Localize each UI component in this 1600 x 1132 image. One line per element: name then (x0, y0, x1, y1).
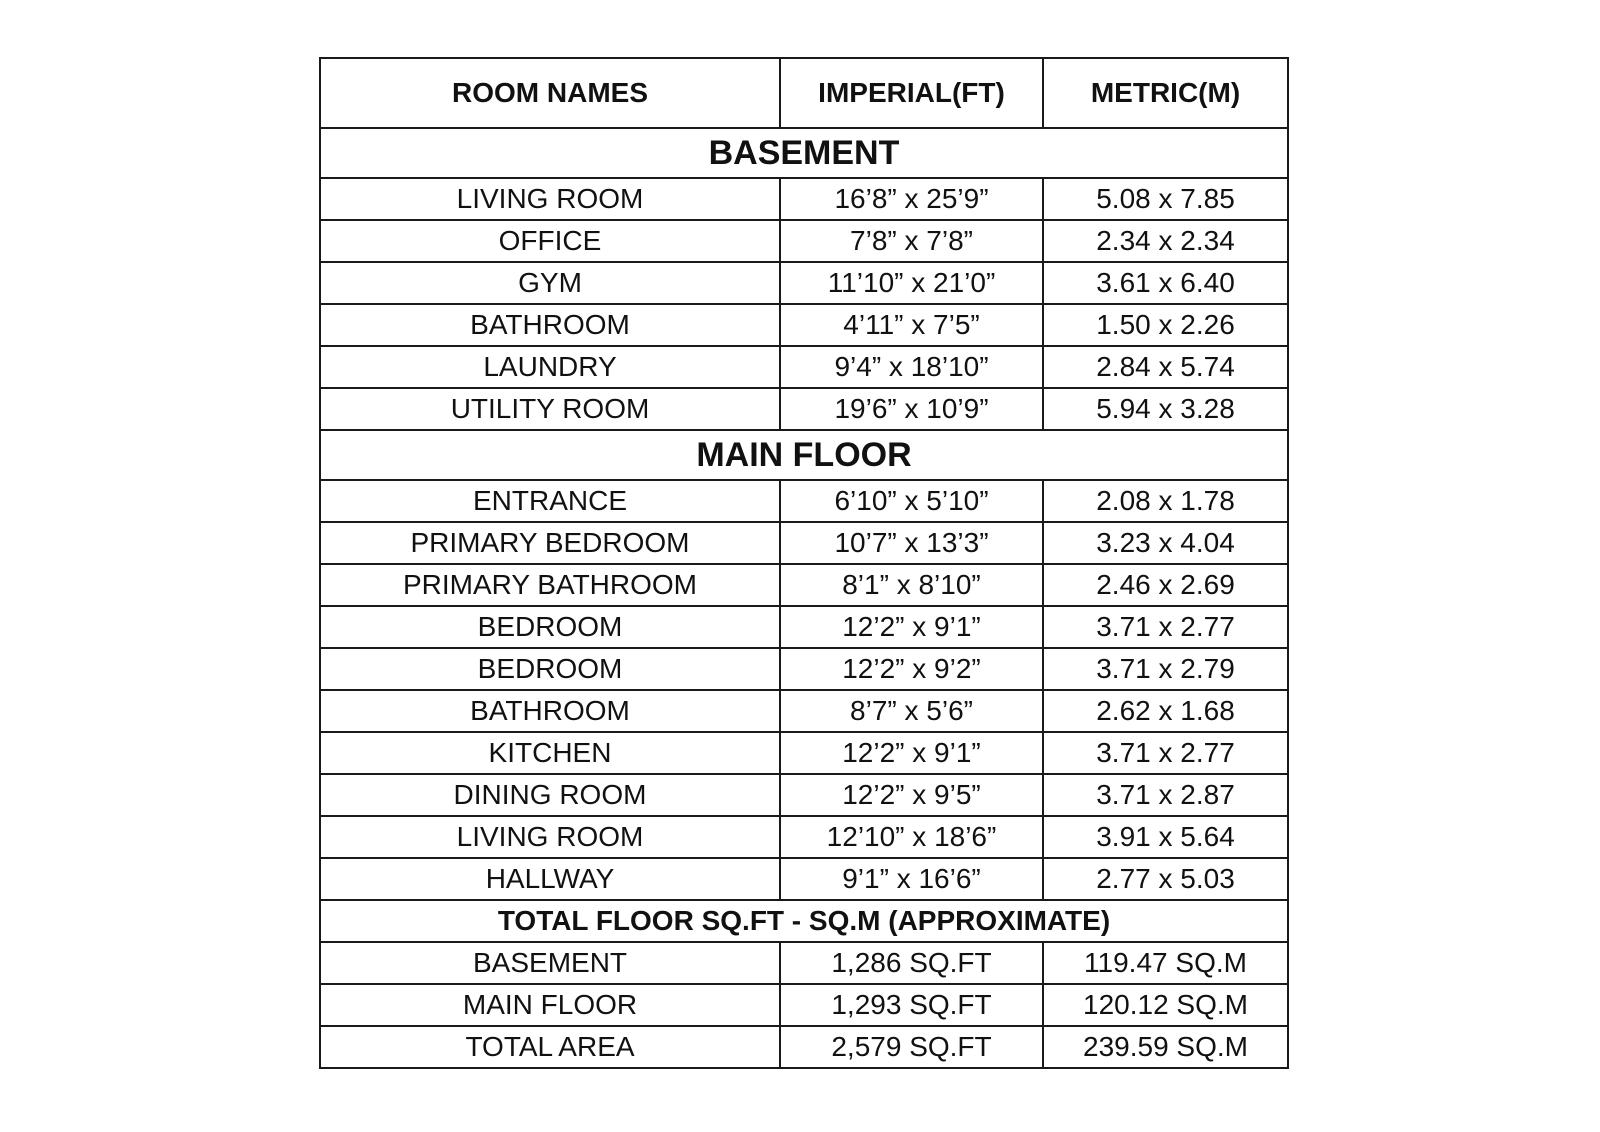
room-name: OFFICE (320, 220, 780, 262)
totals-title: TOTAL FLOOR SQ.FT - SQ.M (APPROXIMATE) (320, 900, 1288, 942)
imperial-dimensions: 12’2” x 9’2” (780, 648, 1043, 690)
table-row (320, 648, 1288, 690)
total-name: MAIN FLOOR (320, 984, 780, 1026)
imperial-dimensions: 10’7” x 13’3” (780, 522, 1043, 564)
total-metric: 239.59 SQ.M (1043, 1026, 1288, 1068)
metric-dimensions: 3.23 x 4.04 (1043, 522, 1288, 564)
imperial-dimensions: 11’10” x 21’0” (780, 262, 1043, 304)
metric-dimensions: 2.34 x 2.34 (1043, 220, 1288, 262)
metric-dimensions: 2.84 x 5.74 (1043, 346, 1288, 388)
imperial-dimensions: 8’1” x 8’10” (780, 564, 1043, 606)
table-row (320, 732, 1288, 774)
imperial-dimensions: 12’2” x 9’1” (780, 606, 1043, 648)
totals-row (320, 942, 1288, 984)
table-row (320, 522, 1288, 564)
metric-dimensions: 2.62 x 1.68 (1043, 690, 1288, 732)
imperial-dimensions: 9’1” x 16’6” (780, 858, 1043, 900)
room-name: PRIMARY BATHROOM (320, 564, 780, 606)
metric-dimensions: 3.61 x 6.40 (1043, 262, 1288, 304)
metric-dimensions: 3.71 x 2.77 (1043, 732, 1288, 774)
table-row (320, 388, 1288, 430)
room-name: LIVING ROOM (320, 816, 780, 858)
totals-row (320, 984, 1288, 1026)
header-room-names: ROOM NAMES (320, 58, 780, 128)
table-row (320, 346, 1288, 388)
total-imperial: 1,286 SQ.FT (780, 942, 1043, 984)
imperial-dimensions: 6’10” x 5’10” (780, 480, 1043, 522)
metric-dimensions: 3.71 x 2.79 (1043, 648, 1288, 690)
table-row (320, 262, 1288, 304)
section-title: MAIN FLOOR (320, 430, 1288, 480)
totals-row (320, 1026, 1288, 1068)
table-row (320, 690, 1288, 732)
table-row (320, 858, 1288, 900)
room-name: KITCHEN (320, 732, 780, 774)
metric-dimensions: 3.71 x 2.77 (1043, 606, 1288, 648)
total-imperial: 1,293 SQ.FT (780, 984, 1043, 1026)
table-row (320, 220, 1288, 262)
header-imperial: IMPERIAL(FT) (780, 58, 1043, 128)
total-name: BASEMENT (320, 942, 780, 984)
header-metric: METRIC(M) (1043, 58, 1288, 128)
room-name: LIVING ROOM (320, 178, 780, 220)
room-name: LAUNDRY (320, 346, 780, 388)
imperial-dimensions: 7’8” x 7’8” (780, 220, 1043, 262)
room-name: BATHROOM (320, 304, 780, 346)
metric-dimensions: 2.77 x 5.03 (1043, 858, 1288, 900)
table-row (320, 816, 1288, 858)
imperial-dimensions: 12’2” x 9’1” (780, 732, 1043, 774)
metric-dimensions: 1.50 x 2.26 (1043, 304, 1288, 346)
room-name: UTILITY ROOM (320, 388, 780, 430)
imperial-dimensions: 16’8” x 25’9” (780, 178, 1043, 220)
total-name: TOTAL AREA (320, 1026, 780, 1068)
metric-dimensions: 2.08 x 1.78 (1043, 480, 1288, 522)
table-row (320, 606, 1288, 648)
table-row (320, 564, 1288, 606)
table-row (320, 774, 1288, 816)
metric-dimensions: 5.08 x 7.85 (1043, 178, 1288, 220)
section-title: BASEMENT (320, 128, 1288, 178)
metric-dimensions: 5.94 x 3.28 (1043, 388, 1288, 430)
section-title-row (320, 128, 1288, 178)
table-row (320, 178, 1288, 220)
room-name: PRIMARY BEDROOM (320, 522, 780, 564)
room-name: BEDROOM (320, 606, 780, 648)
room-dimensions-table (319, 57, 1289, 1069)
imperial-dimensions: 12’2” x 9’5” (780, 774, 1043, 816)
total-metric: 120.12 SQ.M (1043, 984, 1288, 1026)
imperial-dimensions: 8’7” x 5’6” (780, 690, 1043, 732)
table-header-row (320, 58, 1288, 128)
table-row (320, 480, 1288, 522)
imperial-dimensions: 19’6” x 10’9” (780, 388, 1043, 430)
room-name: BATHROOM (320, 690, 780, 732)
totals-title-row (320, 900, 1288, 942)
table-body (320, 128, 1288, 1068)
metric-dimensions: 2.46 x 2.69 (1043, 564, 1288, 606)
room-name: HALLWAY (320, 858, 780, 900)
room-name: ENTRANCE (320, 480, 780, 522)
imperial-dimensions: 9’4” x 18’10” (780, 346, 1043, 388)
imperial-dimensions: 4’11” x 7’5” (780, 304, 1043, 346)
table-row (320, 304, 1288, 346)
room-name: DINING ROOM (320, 774, 780, 816)
room-name: GYM (320, 262, 780, 304)
section-title-row (320, 430, 1288, 480)
metric-dimensions: 3.91 x 5.64 (1043, 816, 1288, 858)
room-name: BEDROOM (320, 648, 780, 690)
total-imperial: 2,579 SQ.FT (780, 1026, 1043, 1068)
total-metric: 119.47 SQ.M (1043, 942, 1288, 984)
metric-dimensions: 3.71 x 2.87 (1043, 774, 1288, 816)
imperial-dimensions: 12’10” x 18’6” (780, 816, 1043, 858)
